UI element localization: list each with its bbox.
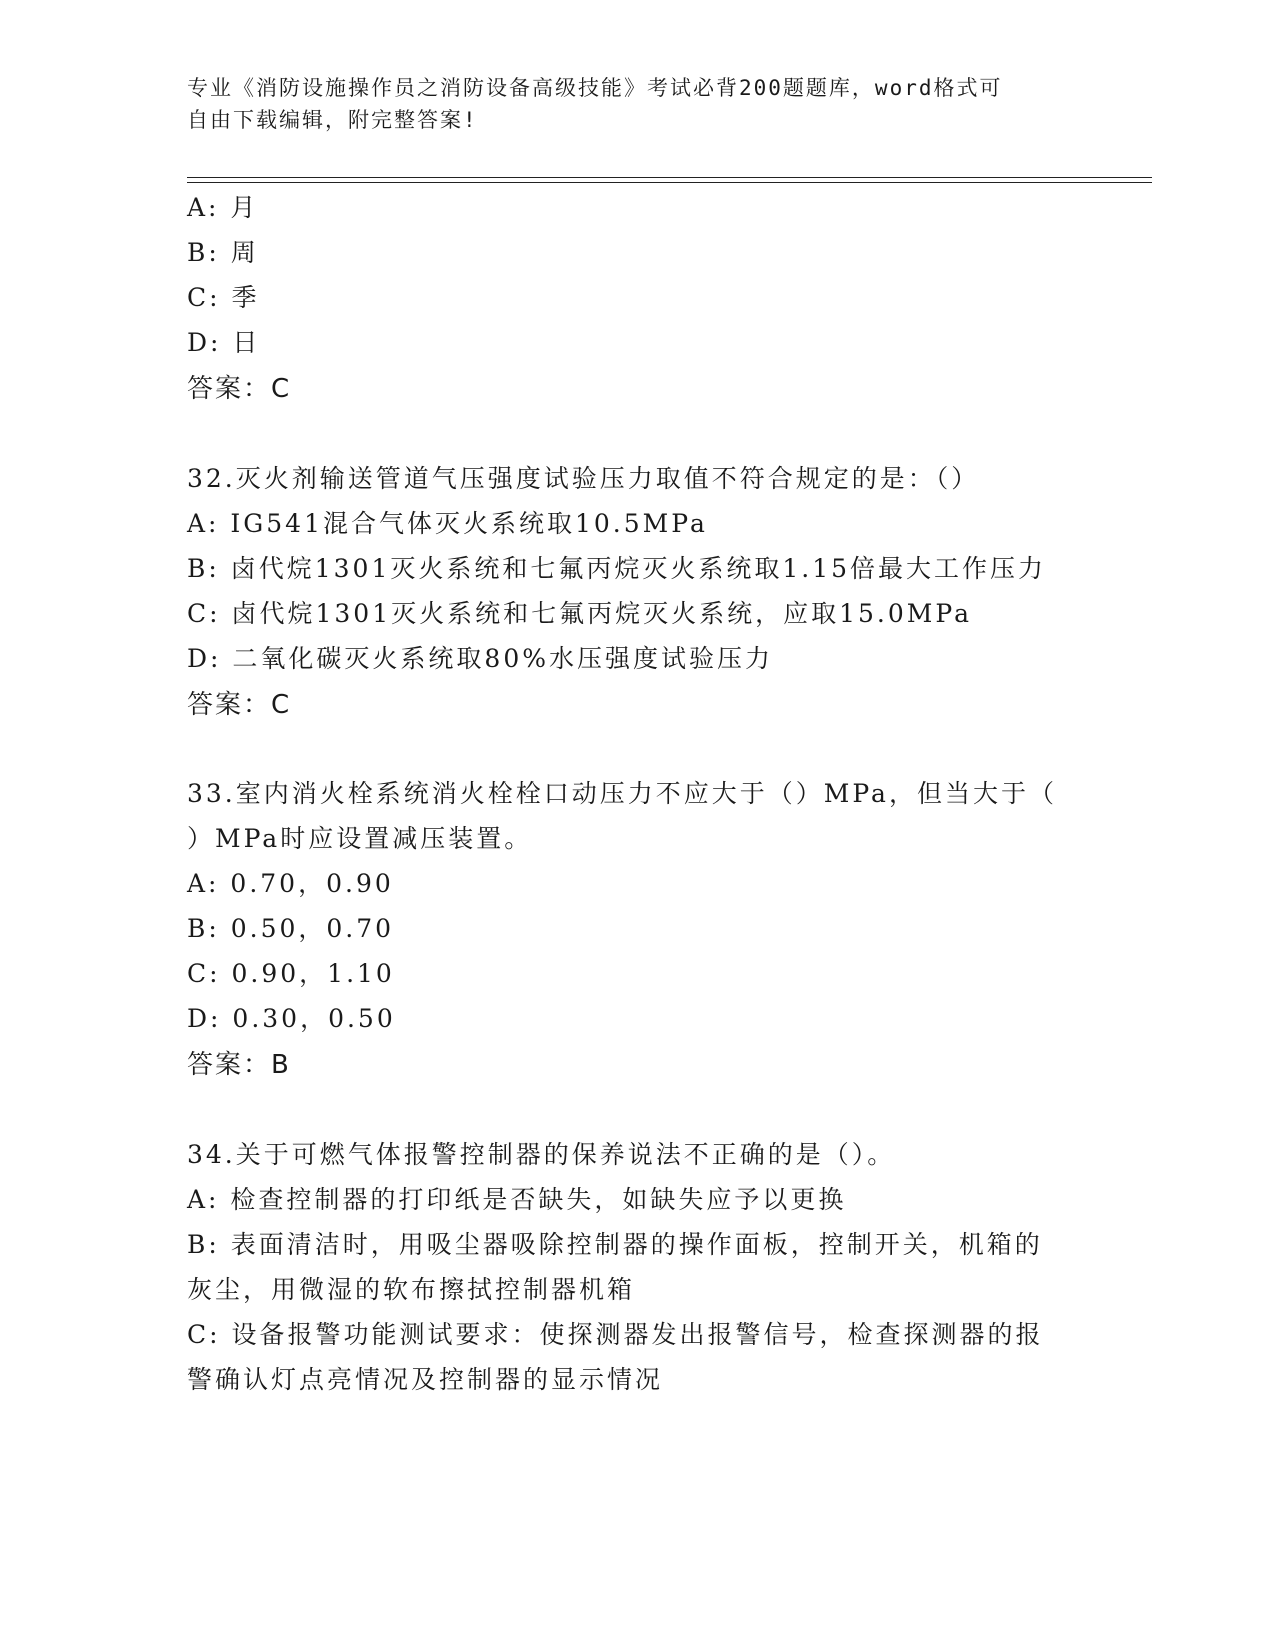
document-header	[187, 72, 1087, 136]
q34-option-b-line-1: B: 表面清洁时，用吸尘器吸除控制器的操作面板，控制开关，机箱的	[187, 1230, 1043, 1259]
q33-stem-line-1: 33.室内消火栓系统消火栓栓口动压力不应大于（）MPa，但当大于（	[187, 779, 1057, 808]
q33-option-d: D: 0.30，0.50	[187, 1004, 396, 1033]
q31-option-b: B: 周	[187, 238, 259, 267]
q33-option-c: C: 0.90，1.10	[187, 959, 395, 988]
q34-option-c-line-2: 警确认灯点亮情况及控制器的显示情况	[187, 1365, 664, 1394]
q32-option-c: C: 卤代烷1301灭火系统和七氟丙烷灭火系统，应取15.0MPa	[187, 599, 972, 628]
q31-option-d: D: 日	[187, 328, 261, 357]
q31-option-c: C: 季	[187, 283, 260, 312]
q33-stem-line-2: ）MPa时应设置减压装置。	[187, 824, 533, 853]
header-line-2: 自由下载编辑，附完整答案!	[187, 108, 478, 132]
q31-option-a: A: 月	[187, 193, 259, 222]
q33-option-b: B: 0.50，0.70	[187, 914, 395, 943]
q34-stem: 34.关于可燃气体报警控制器的保养说法不正确的是（）。	[187, 1140, 896, 1169]
q32-option-b: B: 卤代烷1301灭火系统和七氟丙烷灭火系统取1.15倍最大工作压力	[187, 554, 1047, 583]
q33-option-a: A: 0.70，0.90	[187, 869, 394, 898]
q34-option-c-line-1: C: 设备报警功能测试要求：使探测器发出报警信号，检查探测器的报	[187, 1320, 1044, 1349]
header-divider-bottom	[187, 182, 1152, 183]
header-line-1: 专业《消防设施操作员之消防设备高级技能》考试必背200题题库，word格式可	[187, 76, 1003, 100]
q32-answer: 答案：C	[187, 690, 292, 720]
q32-stem: 32.灭火剂输送管道气压强度试验压力取值不符合规定的是：（）	[187, 464, 980, 493]
header-divider-top	[187, 177, 1152, 178]
q32-option-d: D: 二氧化碳灭火系统取80%水压强度试验压力	[187, 644, 773, 673]
q33-answer: 答案：B	[187, 1050, 291, 1080]
q32-option-a: A: IG541混合气体灭火系统取10.5MPa	[187, 509, 708, 538]
q31-answer: 答案：C	[187, 374, 292, 404]
q34-option-a: A: 检查控制器的打印纸是否缺失，如缺失应予以更换	[187, 1185, 847, 1214]
q34-option-b-line-2: 灰尘，用微湿的软布擦拭控制器机箱	[187, 1275, 636, 1304]
